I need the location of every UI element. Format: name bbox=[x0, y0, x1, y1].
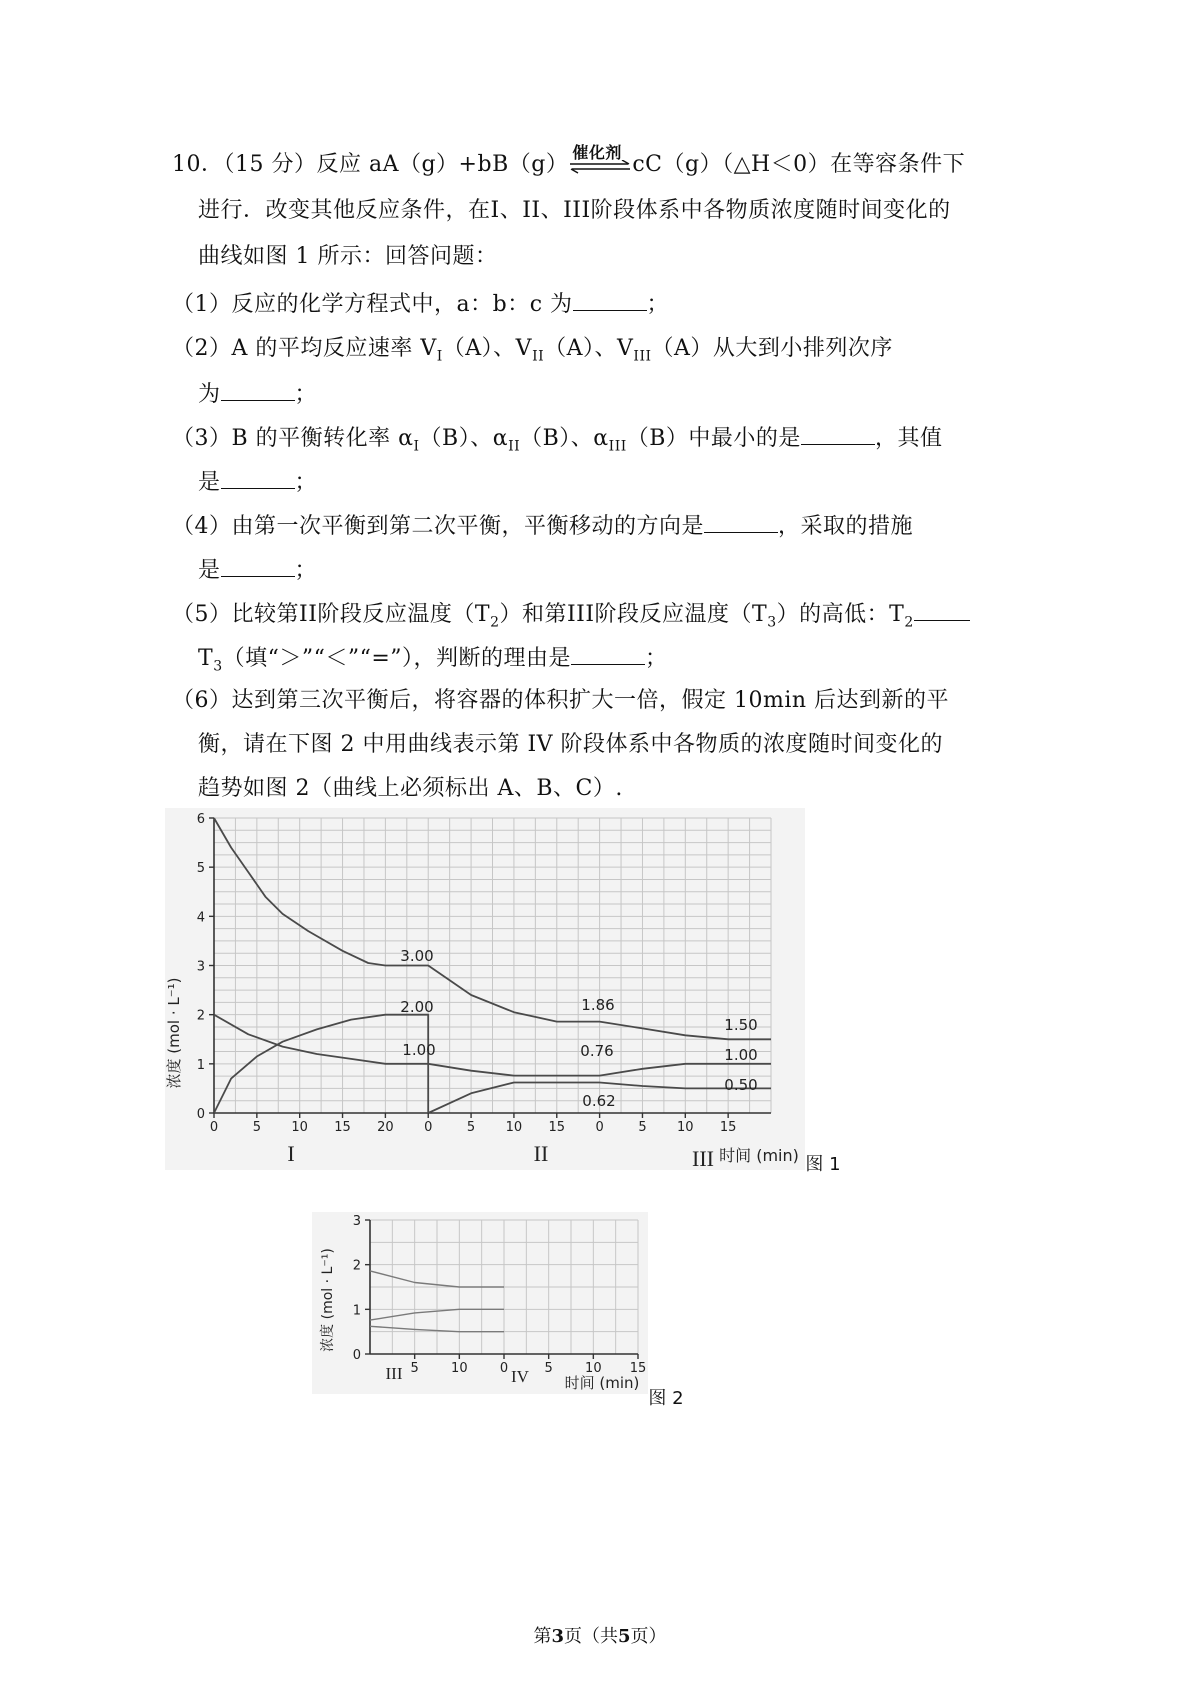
catalyst-label: 催化剂 bbox=[572, 143, 622, 162]
part-6-line-3: 趋势如图 2（曲线上必须标出 A、B、C）. bbox=[198, 776, 623, 801]
figure-1-ylabel: 浓度 (mol · L⁻¹) bbox=[165, 977, 183, 1089]
x-tick-label: 15 bbox=[548, 1120, 566, 1135]
y-tick-label: 0 bbox=[196, 1107, 205, 1122]
stage-label-III-fig2: III bbox=[385, 1364, 403, 1383]
figure-2-caption: 图 2 bbox=[648, 1388, 684, 1408]
figure-1 bbox=[165, 808, 855, 1180]
page-footer: 第3页（共5页） bbox=[533, 1626, 667, 1647]
answer-blank bbox=[573, 288, 647, 311]
figure-1-caption: 图 1 bbox=[805, 1154, 841, 1175]
question-line-1 bbox=[172, 143, 966, 180]
y-tick-label: 3 bbox=[196, 959, 205, 975]
value-label-1.50: 1.50 bbox=[724, 1016, 758, 1034]
stage-label-I: I bbox=[287, 1141, 295, 1166]
x-tick-label: 5 bbox=[410, 1361, 419, 1376]
x-tick-label: 5 bbox=[252, 1120, 261, 1135]
answer-blank bbox=[914, 598, 970, 621]
question-stem-end: cC（g）（△H＜0）在等容条件下 bbox=[632, 152, 966, 177]
x-tick-label: 10 bbox=[291, 1120, 308, 1135]
answer-blank bbox=[571, 642, 645, 665]
x-tick-label: 20 bbox=[377, 1120, 394, 1135]
part-5: （5）比较第II阶段反应温度$(T_2)$和第III阶段反应温度$(T_3)$的高低：$T_2$ bbox=[172, 598, 970, 637]
part-4-line-2: 是 ； bbox=[198, 554, 317, 586]
x-tick-label: 0 bbox=[209, 1120, 219, 1135]
answer-blank bbox=[801, 422, 875, 445]
answer-blank bbox=[221, 466, 295, 489]
answer-blank bbox=[704, 510, 778, 533]
x-tick-label: 5 bbox=[466, 1120, 476, 1135]
value-label-0.76: 0.76 bbox=[580, 1042, 614, 1060]
y-tick-label: 1 bbox=[196, 1057, 205, 1073]
x-tick-label: 10 bbox=[505, 1120, 523, 1135]
part-3-line-2: 是 ； bbox=[198, 466, 317, 498]
part-6-line-2: 衡，请在下图 2 中用曲线表示第 IV 阶段体系中各物质的浓度随时间变化的 bbox=[198, 732, 944, 757]
x-tick-label: 5 bbox=[544, 1361, 553, 1376]
x-tick-label: 5 bbox=[638, 1120, 647, 1135]
part-1: （1）反应的化学方程式中，a：b：c 为 ； bbox=[172, 288, 669, 320]
catalyst-arrow bbox=[568, 143, 632, 180]
part-6-line-1: （6）达到第三次平衡后，将容器的体积扩大一倍，假定 10min 后达到新的平 bbox=[172, 688, 950, 713]
figure-1-background bbox=[165, 808, 805, 1170]
x-tick-label: 10 bbox=[585, 1361, 602, 1376]
question-line-3: 曲线如图 1 所示：回答问题： bbox=[198, 244, 498, 269]
value-label-0.50: 0.50 bbox=[724, 1076, 758, 1094]
answer-blank bbox=[221, 378, 295, 401]
stage-label-IV-fig2: IV bbox=[511, 1367, 529, 1386]
y-tick-label: 5 bbox=[196, 861, 205, 877]
part-2-line-2: 为 ； bbox=[198, 378, 317, 410]
y-tick-label: 0 bbox=[352, 1348, 361, 1363]
stage-label-II: II bbox=[533, 1141, 549, 1166]
x-tick-label: 15 bbox=[719, 1120, 737, 1135]
y-tick-label: 4 bbox=[196, 910, 205, 926]
x-tick-label: 10 bbox=[677, 1120, 694, 1135]
x-tick-label: 0 bbox=[424, 1120, 433, 1135]
y-tick-label: 2 bbox=[196, 1008, 205, 1024]
part-5-line-2: $T_3$（填“＞”“＜”“=”），判断的理由是 ； bbox=[198, 642, 668, 681]
figure-2-ylabel: 浓度 (mol · L⁻¹) bbox=[320, 1248, 336, 1352]
x-tick-label: 0 bbox=[499, 1361, 509, 1376]
x-tick-label: 15 bbox=[629, 1361, 647, 1376]
value-label-2.00: 2.00 bbox=[400, 998, 434, 1016]
x-tick-label: 10 bbox=[451, 1361, 468, 1376]
answer-blank bbox=[221, 554, 295, 577]
x-tick-label: 0 bbox=[595, 1120, 604, 1135]
question-line-2: 进行．改变其他反应条件，在I、II、III阶段体系中各物质浓度随时间变化的 bbox=[198, 198, 951, 223]
y-tick-label: 3 bbox=[352, 1214, 361, 1229]
stage-label-III: III bbox=[692, 1146, 714, 1171]
value-label-3.00: 3.00 bbox=[400, 947, 434, 965]
x-tick-label: 15 bbox=[334, 1120, 351, 1135]
question-stem-start: 10．（15 分）反应 aA（g）+bB（g） bbox=[172, 152, 569, 177]
value-label-0.62: 0.62 bbox=[582, 1092, 616, 1110]
y-tick-label: 2 bbox=[352, 1258, 361, 1274]
value-label-1.86: 1.86 bbox=[581, 996, 615, 1014]
y-tick-label: 6 bbox=[196, 812, 205, 827]
figure-2 bbox=[312, 1212, 692, 1408]
value-label-1.00: 1.00 bbox=[402, 1041, 436, 1059]
y-tick-label: 1 bbox=[352, 1303, 361, 1319]
part-3: （3）B 的平衡转化率 $\alpha_I(B)$、$\alpha_{II}(B)$、$\alpha_{III}(B)$中最小的是 ，其值 bbox=[172, 422, 942, 461]
part-2: （2）A 的平均反应速率 $V_I(A)$、$V_{II}(A)$、$V_{III}(A)$从大到小排列次序 bbox=[172, 336, 893, 365]
figure-1-xlabel: 时间 (min) bbox=[719, 1146, 799, 1165]
figure-2-xlabel: 时间 (min) bbox=[564, 1374, 640, 1392]
value-label-1.00-iii: 1.00 bbox=[724, 1046, 758, 1064]
part-4: （4）由第一次平衡到第二次平衡，平衡移动的方向是 ，采取的措施 bbox=[172, 510, 913, 542]
